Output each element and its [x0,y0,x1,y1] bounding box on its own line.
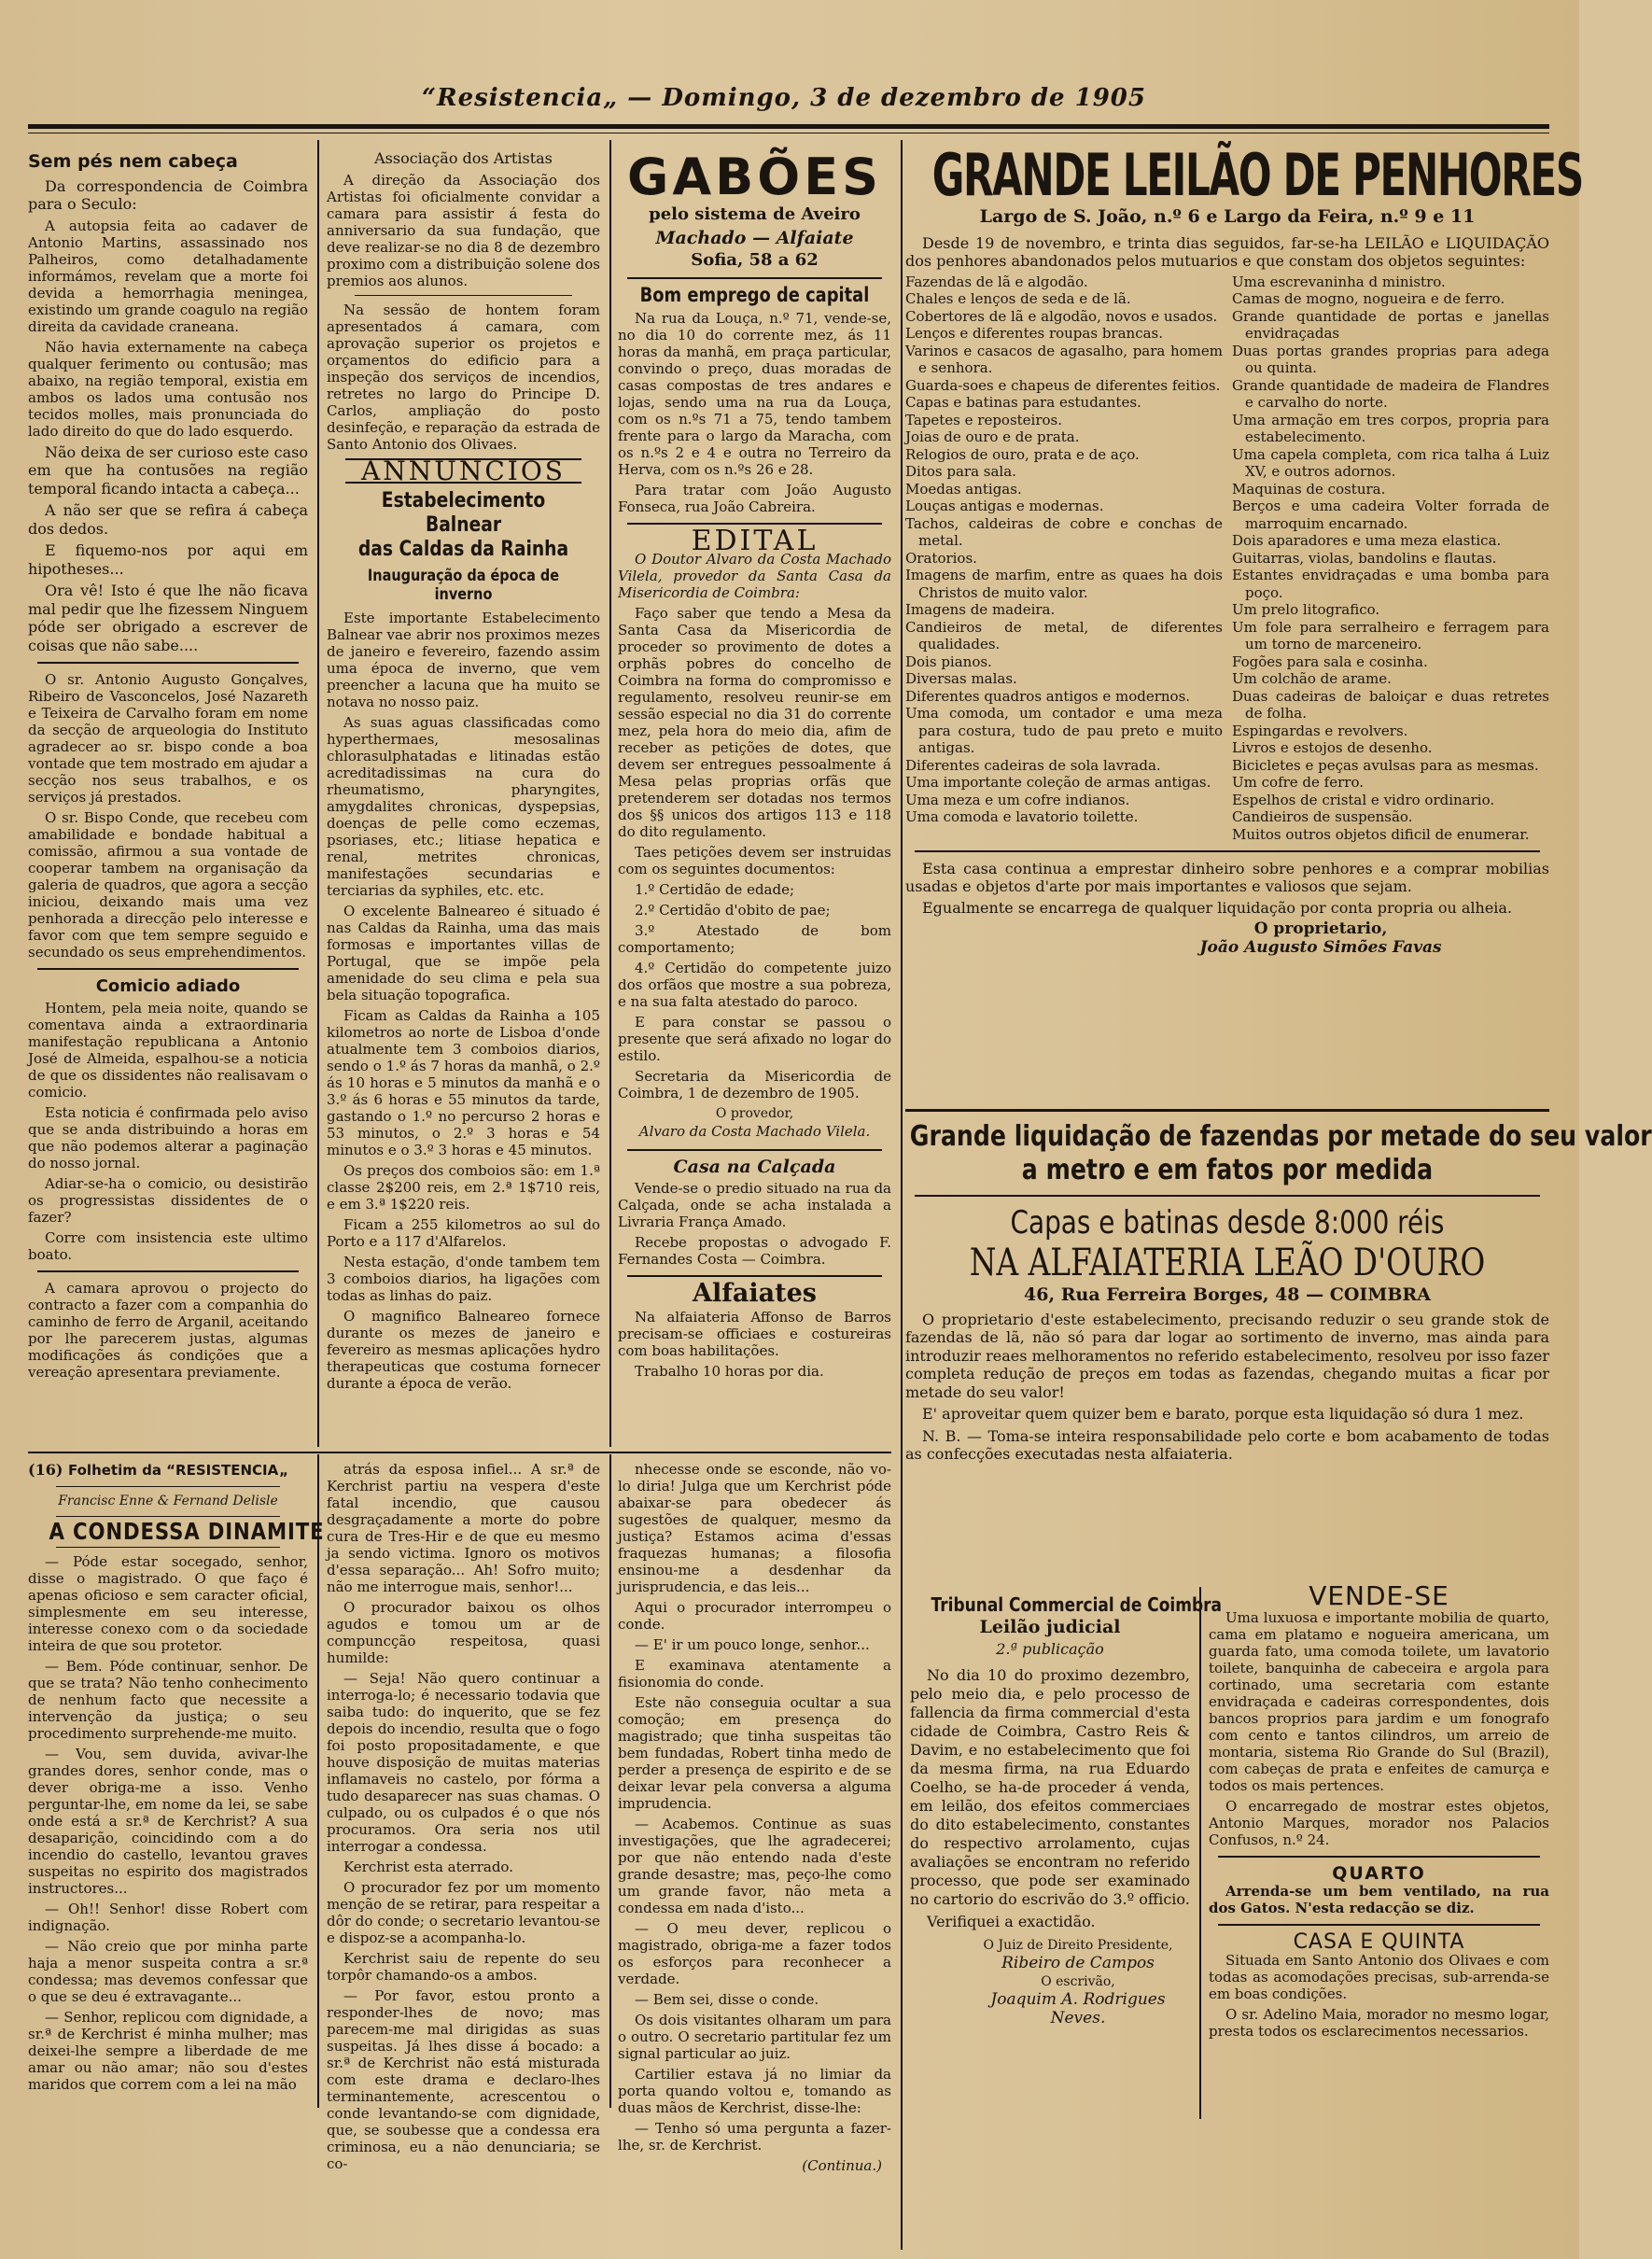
section-title: Tribunal Commercial de Coimbra [931,1593,1222,1616]
signature: Joaquim A. Rodrigues Neves. [990,1990,1166,2027]
list-item: Uma meza e um cofre indianos. [905,791,1130,808]
paragraph: Faço saber que tendo a Mesa da Santa Casa da Misericordia de proceder so provimento de dotes a orphãs pobres do concelho de Coimbra na forma do compromisso e regulamento, resolveu reunir-se em sessão especial no dia 31 do corrente mez, pela hora do meio dia, afim de receber as petições de dotes, que devem ser entregues pessoalmente á Mesa pelas proprias orfãs que pretenderem ser dotadas nos termos dos §§ unicos dos artigos 113 e 118 do dito regulamento. [618,604,891,840]
paragraph: Para tratar com João Augusto Fonseca, rua João Cabreira. [618,482,891,515]
paragraph: Kerchrist esta aterrado. [343,1859,513,1875]
list-item: Cobertores de lã e algodão, novos e usados. [905,307,1218,325]
list-item: Louças antigas e modernas. [905,498,1104,514]
folhetim-rule [28,1452,891,1453]
ad-line: Sofia, 58 a 62 [691,250,819,270]
divider [905,1109,1549,1112]
paragraph: — Seja! Não quero continuar a interroga-lo; é necessario todavia que saiba tudo: do inquerito, que se fez depois do incendio, resulta que o fogo foi posto propositadamente, e que houve disposição de muitas materias inflamaveis no castelo, por fórma a tudo desaparecer nas suas chamas. O culpado, ou os culpados é o que nós procuramos. Ora seria nos util interrogar a condessa. [327,1670,600,1855]
list-item: Capas e batinas para estudantes. [905,394,1141,411]
list-item: Relogios de ouro, prata e de aço. [905,445,1140,463]
divider [37,662,299,664]
folhetim-title: A CONDESSA DINAMITE [49,1518,325,1545]
column-divider [901,140,903,2250]
section-title: CASA E QUINTA [1293,1930,1465,1954]
paragraph: Não havia externamente na cabeça qualquer ferimento ou contusão; mas abaixo, na região temporal, existia em ambos os lados uma contusão nos tecidos molles, mais pronunciada do lado direito do que do lado esquerdo. [28,338,308,440]
list-item: Varinos e casacos de agasalho, para homem e senhora. [905,342,1223,376]
signature: O Juiz de Direito Presidente, [983,1937,1173,1953]
paragraph: Esta noticia é confirmada pelo aviso que se anda distribuindo a horas em que não podemos alterar a paginação do nosso jornal. [28,1103,308,1172]
list-item: Uma comoda, um contador e uma meza para costura, tudo de pau preto e muito antigas. [905,705,1223,756]
paragraph: nhecesse onde se esconde, não vo-lo diria! Julga que um Kerchrist póde abaixar-se para obedecer ás sugestões de qualquer, mesmo da justiça? Estamos acima d'essas fraquezas humanas; a filosofia ensinou-me a desdenhar da jurisprudencia, e das leis... [618,1461,891,1595]
paragraph: Recebe propostas o advogado F. Fernandes Costa — Coimbra. [618,1234,891,1268]
list-item: Oratorios. [905,549,977,567]
paragraph: O excelente Balneareo é situado é nas Caldas da Rainha, uma das mais formosas e importantes villas de Portugal, que se impõe pela amenidade do seu clima e pela sua bela situação topografica. [327,903,600,1003]
paragraph: Uma luxuosa e importante mobilia de quarto, cama em platamo e nogueira americana, um guarda fato, uma comoda toilete, um lavatorio toilete, banquinha de cabeceira e argola para cortinado, uma secretaria com estante envidraçada e cadeiras correspondentes, dois bancos proprios para jardim e um fonografo com cento e tantos cilindros, um arreio de montaria, sistema Rio Grande do Sul (Brazil), com cabeças de prata e enfeites de camurça e todos os mais pertences. [1209,1608,1549,1794]
divider [627,1149,882,1151]
list-item: Dois aparadores e uma meza elastica. [1232,532,1502,549]
paragraph: — Não creio que por minha parte haja a menor suspeita contra a sr.ª condessa; mas devemos confessar que o que se deu é extravagante... [28,1937,308,2005]
list-item: Livros e estojos de desenho. [1232,739,1433,756]
paragraph: — Acabemos. Continue as suas investigações, que lhe agradecerei; por que não entendo nada d'este grande desastre; mas, peço-lhe como um grande favor, não meta a condessa em nada d'isto... [618,1816,891,1916]
paragraph: Ficam as Caldas da Rainha a 105 kilometros ao norte de Lisboa d'onde atualmente tem 3 comboios diarios, sendo o 1.º ás 7 horas da manhã, o 2.º ás 10 horas e 5 minutos da manhã e o 3.º ás 6 horas e 55 minutos da tarde, gastando o 1.º no percurso 2 horas e 53 minutos, o 2.º 3 horas e 54 minutos e o 3.º 3 horas e 45 minutos. [327,1007,600,1158]
paragraph: O sr. Bispo Conde, que recebeu com amabilidade e bondade habitual a comissão, afirmou a sua vontade de cooperar tambem na organisação da galeria de quadros, que agora a secção iniciou, deixando mais uma vez penhorada a direcção pelo interesse e favor com que tem sempre seguido e secundado os seus emprehendimentos. [28,809,308,961]
list-item: Um fole para serralheiro e ferragem para um torno de marceneiro. [1232,618,1549,652]
paragraph: A não ser que se refira á cabeça dos dedos. [28,501,308,538]
column-divider [1199,1587,1201,2119]
paragraph: Secretaria da Misericordia de Coimbra, 1 de dezembro de 1905. [618,1067,891,1101]
paragraph: Kerchrist saiu de repente do seu torpôr chamando-os a ambos. [327,1950,600,1984]
section-title: Bom emprego de capital [639,283,870,306]
list-item: Duas portas grandes proprias para adega ou quinta. [1232,342,1549,376]
folhetim-text [28,1553,308,2093]
list-item: Imagens de marfim, entre as quaes ha dois Christos de muito valor. [905,567,1223,601]
signature: O escrivão, [1041,1973,1115,1989]
ad-headline: Capas e batinas desde 8:000 réis [1010,1204,1445,1242]
folhetim-text [618,1461,891,2154]
paragraph: 2.º Certidão d'obito de pae; [635,901,831,919]
folhetim-number: (16) [28,1461,63,1479]
paragraph: Esta casa continua a emprestar dinheiro sobre penhores e a comprar mobilias usadas e objetos d'arte por mais importantes e valiosos que sejam. [905,860,1549,895]
divider [56,1516,280,1517]
list-item: Uma capela completa, com rica talha á Luiz XV, e outros adornos. [1232,445,1549,480]
paragraph: Taes petições devem ser instruidas com os seguintes documentos: [618,843,891,877]
paragraph: E fiquemo-nos por aqui em hipotheses... [28,541,308,578]
list-item: Tachos, caldeiras de cobre e conchas de metal. [905,514,1223,549]
list-item: Diversas malas. [905,670,1017,687]
paragraph: Trabalho 10 horas por dia. [635,1362,824,1380]
folhetim-column-3 [618,1461,891,2174]
list-item: Ditos para sala. [905,463,1016,480]
paragraph: Nesta estação, d'onde tambem tem 3 comboios diarios, ha ligações com todas as linhas do paiz. [327,1254,600,1304]
paragraph: Ficam a 255 kilometros ao sul do Porto e a 117 d'Alfarelos. [327,1216,600,1250]
annuncios-heading: ANNUNCIOS [345,458,581,484]
column-2 [327,149,600,1438]
divider [627,277,882,279]
paragraph: N. B. — Toma-se inteira responsabilidade pelo corte e bom acabamento de todas as confecções executadas nesta alfaiateria. [905,1426,1549,1463]
list-item: Maquinas de costura. [1232,480,1386,498]
paragraph: — Póde estar socegado, senhor, disse o magistrado. O que faço é apenas oficioso e sem caracter oficial, simplesmente em seu interesse, interesse conexo com o da sociedade inteira de que sou protetor. [28,1552,308,1654]
section-title: Comicio adiado [95,976,241,996]
list-item: Diferentes quadros antigos e modernos. [905,687,1191,705]
list-item: Guitarras, violas, bandolins e flautas. [1232,549,1497,567]
paragraph: Situada em Santo Antonio dos Olivaes e com todas as acomodações precisas, sub-arrenda-se em boas condições. [1209,1951,1549,2002]
list-item: Grande quantidade de portas e janellas envidraçadas [1232,307,1549,342]
ad-headline: a metro e em fatos por medida [1021,1154,1434,1186]
paragraph: — Oh!! Senhor! disse Robert com indignação. [28,1900,308,1934]
list-item: Camas de mogno, nogueira e de ferro. [1232,290,1505,307]
column-divider [317,1454,319,2108]
objects-list-left [905,274,1223,844]
paragraph: O procurador fez por um momento menção de se retirar, para respeitar a dôr do conde; o secretario levantou-se e dispoz-se a acompanha-lo. [327,1879,600,1946]
paragraph: A direção da Associação dos Artistas foi oficialmente convidar a camara para assistir á festa do anniversario da sua fundação, que deve realizar-se no dia 8 de dezembro proximo com a distribuição solene dos premios aos alunos. [327,171,600,289]
paragraph: E examinava atentamente a fisionomia do conde. [618,1657,891,1691]
list-item: Espelhos de cristal e vidro ordinario. [1232,791,1495,808]
paragraph: — Senhor, replicou com dignidade, a sr.ª de Kerchrist é minha mulher; mas deixei-lhe sempre a liberdade de me amar ou não amar; não sou d'estes maridos que correm com a lei na mão [28,2008,308,2093]
divider [627,1275,882,1277]
page-header [28,75,1540,140]
divider [1218,1856,1540,1858]
paragraph: As suas aguas classificadas como hyperthermaes, mesosalinas chlorasulphatadas e litinadas estão acreditadissimas na cura do rheumatismo, pharyngites, amygdalites chronicas, dyspepsias, doenças de pelle como eczemas, psoriases, etc.; litiase hepatica e renal, metrites chronicas, manifestações secundarias e terciarias da syphiles, etc. etc. [327,714,600,899]
paragraph: O proprietario d'este estabelecimento, precisando reduzir o seu grande stok de fazendas de lã, não só para dar logar ao sortimento de inverno, mas ainda para introduzir reaes melhoramentos no referido estabelecimento, resolveu por isso fazer completa redução de preços em todas as fazendas, chegando muitas a ficar por metade do seu valor! [905,1310,1549,1401]
paragraph: Desde 19 de novembro, e trinta dias seguidos, far-se-ha LEILÃO e LIQUIDAÇÃO dos penhores abandonados pelos mutuarios e que constam dos objetos seguintes: [905,233,1549,270]
section-subtitle: 2.ª publicação [996,1640,1104,1658]
list-item: Guarda-soes e chapeus de diferentes feitios. [905,376,1221,394]
paragraph: 4.º Certidão do competente juizo dos orfãos que mostre a sua pobreza, e na sua falta atestado do paroco. [618,959,891,1010]
ad-address: 46, Rua Ferreira Borges, 48 — COIMBRA [1024,1284,1431,1305]
ad-line: Machado — Alfaiate [655,227,854,248]
signature: João Augusto Simões Favas [1199,937,1442,957]
list-item: Um colchão de arame. [1232,670,1392,687]
leilao-title: GRANDE LEILÃO DE PENHORES [931,141,1583,209]
gaboes-title: GABÕES [627,147,882,206]
folhetim-text [327,1461,600,2172]
list-item: Uma importante coleção de armas antigas. [905,774,1211,791]
paragraph: A camara aprovou o projecto do contracto a fazer com a companhia do caminho de ferro de Arganil, aceitando por lhe parecerem justas, algumas modificações ás condições que a vereação apresentara previamente. [28,1279,308,1381]
continua-note: (Continua.) [802,2157,882,2174]
objects-list-right [1232,274,1549,844]
list-item: Fazendas de lã e algodão. [905,273,1088,290]
divider [1218,1924,1540,1926]
ad-headline: NA ALFAIATERIA LEÃO D'OURO [969,1242,1486,1284]
paragraph: Verifiquei a exactidão. [927,1912,1096,1930]
signature: O provedor, [715,1105,794,1121]
paragraph: 1.º Certidão de edade; [635,880,795,898]
list-item: Joias de ouro e de prata. [905,428,1080,445]
paragraph: atrás da esposa infiel... A sr.ª de Kerchrist partiu na vespera d'este fatal incendio, que causou desgraçadamente a morte do pobre cura de Tres-Hir e de que eu mesmo ja sendo victima. Ignoro os motivos d'essa separação... Ah! Sofro muito; não me interrogue mais, senhor!... [327,1461,600,1595]
divider [56,1547,280,1548]
folhetim-authors: Francisc Enne & Fernand Delisle [58,1493,278,1508]
list-item: Espingardas e revolvers. [1232,722,1408,739]
list-item: Grande quantidade de madeira de Flandres e carvalho do norte. [1232,376,1549,411]
section-title: Associação dos Artistas [374,149,553,167]
list-item: Um prelo litografico. [1232,601,1380,618]
tribunal-notice [910,1593,1222,2119]
list-item: Dois pianos. [905,652,992,670]
paragraph: — E' ir um pouco longe, senhor... [635,1636,870,1653]
list-item: Fogões para sala e cosinha. [1232,652,1428,670]
paragraph: Na sessão de hontem foram apresentados á camara, com aprovação superior os projetos e orçamentos do edificio para a inspeção dos serviços de incendios, retretes no largo do Principe D. Carlos, ampliação do posto desinfeção, e reparação da estrada de Santo Antonio dos Olivaes. [327,301,600,453]
paragraph: Ora vê! Isto é que lhe não ficava mal pedir que lhe fizessem Ninguem póde ser obrigado a escrever de coisas que não sabe.... [28,582,308,654]
list-item: Candieiros de suspensão. [1232,808,1413,825]
paragraph: Na alfaiateria Affonso de Barros precisam-se officiaes e costureiras com boas habilitações. [618,1308,891,1359]
paragraph: Os dois visitantes olharam um para o outro. O secretario partitular fez um signal particular ao juiz. [618,2012,891,2062]
paragraph: 3.º Atestado de bom comportamento; [618,921,891,956]
list-item: Tapetes e reposteiros. [905,411,1063,428]
folhetim-heading: Folhetim da “RESISTENCIA„ [67,1462,288,1479]
paragraph: Corre com insistencia este ultimo boato. [28,1228,308,1263]
list-item: Uma armação em tres corpos, propria para estabelecimento. [1232,411,1549,445]
list-item: Chales e lenços de seda e de lã. [905,290,1131,307]
header-rule [28,124,1549,129]
list-item: Imagens de madeira. [905,601,1056,618]
paragraph: Aqui o procurador interrompeu o conde. [618,1599,891,1633]
list-item: Estantes envidraçadas e uma bomba para poço. [1232,567,1549,601]
list-item: Um cofre de ferro. [1232,774,1364,791]
section-title: VENDE-SE [1309,1580,1449,1611]
list-item: Diferentes cadeiras de sola lavrada. [905,756,1161,774]
paragraph: Não deixa de ser curioso este caso em que ha contusões na região temporal ficando intacta a cabeça... [28,442,308,498]
divider [915,850,1540,852]
paragraph: Egualmente se encarrega de qualquer liquidação por conta propria ou alheia. [922,899,1513,917]
paragraph: Adiar-se-ha o comicio, ou desistirão os progressistas dissidentes de o fazer? [28,1174,308,1226]
paragraph: O procurador baixou os olhos agudos e tomou um ar de compuncção respeitosa, quasi humilde: [327,1599,600,1666]
ad-line: pelo sistema de Aveiro [649,204,861,224]
paragraph: Os preços dos comboios são: em 1.ª classe 2$200 reis, em 2.ª 1$710 reis, e em 3.ª 1$220 reis. [327,1162,600,1213]
signature: Alvaro da Costa Machado Vilela. [638,1123,871,1140]
paragraph: O sr. Adelino Maia, morador no mesmo logar, presta todos os esclarecimentos necessarios. [1209,2005,1549,2040]
paragraph: A autopsia feita ao cadaver de Antonio Martins, assassinado nos Palheiros, como detalhadamente informámos, revelam que a morte foi devida a hemorrhagia meningea, existindo um grande coagulo na região direita da cavidade craneana. [28,217,308,335]
divider [355,295,572,296]
ad-title: das Caldas da Rainha [357,538,569,561]
column-1 [28,149,308,1438]
paragraph: E' aproveitar quem quizer bem e barato, porque esta liquidação só dura 1 mez. [922,1405,1524,1423]
objects-list [905,274,1549,844]
ad-subtitle: Inauguração da época de inverno [367,567,560,604]
ad-headline: Grande liquidação de fazendas por metade do seu valor [909,1120,1652,1153]
paragraph: — Vou, sem duvida, avivar-lhe grandes dores, senhor conde, mas o dever obriga-me a isso. Venho perguntar-lhe, em nome da lei, se sabe onde está a sr.ª de Kerchrist? A sua desaparição, coincidindo com a do incendio do castello, levantou graves suspeitas no espirito dos magistrados instructores... [28,1745,308,1897]
column-divider [317,140,319,1447]
paragraph: Hontem, pela meia noite, quando se comentava ainda a extraordinaria manifestação republicana a Antonio José de Almeida, espalhou-se a noticia de que os dissidentes não realisavam o comicio. [28,999,308,1101]
list-item: Duas cadeiras de baloiçar e duas retretes de folha. [1232,687,1549,722]
divider [915,1195,1540,1197]
list-item: Moedas antigas. [905,480,1022,498]
list-item: Lenços e diferentes roupas brancas. [905,325,1164,342]
folhetim-column-2 [327,1461,600,2172]
paragraph: O sr. Antonio Augusto Gonçalves, Ribeiro de Vasconcelos, José Nazareth e Teixeira de Carvalho foram em nome da secção de arqueologia do Instituto agradecer ao sr. bispo conde a boa vontade que tem mostrado em ajudar a secção nos seus trabalhos, e os serviços já prestados. [28,671,308,806]
section-title: QUARTO [1332,1862,1426,1884]
list-item: Uma comoda e lavatorio toilette. [905,808,1139,825]
list-item: Candieiros de metal, de diferentes qualidades. [905,618,1223,652]
ad-title: Estabelecimento Balnear [381,489,546,537]
alfaiateria-ad [905,1120,1652,1568]
paragraph: — O meu dever, replicou o magistrado, obriga-me a fazer todos os esforços para reconhecer a verdade. [618,1920,891,1987]
paragraph: No dia 10 do proximo dezembro, pelo meio dia, e pelo processo de fallencia da firma commercial d'esta cidade de Coimbra, Castro Reis & Davim, e no estabelecimento que foi da mesma firma, na rua Eduardo Coelho, se ha-de proceder á venda, em leilão, dos efeitos commerciaes do dito estabelecimento, constantes do respectivo arrolamento, cujas avaliações se encontram no referido processo, que pode ser examinado no cartorio do escrivão do 3.º officio. [910,1665,1190,1908]
header-title: “Resistencia„ — Domingo, 3 de dezembro de 1905 [422,84,1146,112]
paragraph: Cartilier estava já no limiar da porta quando voltou e, tomando as duas mãos de Kerchrist, disse-lhe: [618,2066,891,2116]
paragraph: Este não conseguia ocultar a sua comoção; em presença do magistrado; que tinha suspeitas tão bem fundadas, Robert tinha medo de perder a presença de espirito e de se deixar levar pela conversa a alguma imprudencia. [618,1694,891,1812]
column-3 [618,149,891,1438]
column-4-leilao [905,141,1583,1106]
paragraph: Vende-se o predio situado na rua da Calçada, onde se acha instalada a Livraria França Amado. [618,1180,891,1230]
list-item: Bicicletes e peças avulsas para as mesmas. [1232,756,1539,774]
paragraph: — Bem sei, disse o conde. [635,1991,819,2008]
paragraph: Arrenda-se um bem ventilado, na rua dos Gatos. N'esta redacção se diz. [1209,1883,1549,1916]
divider [56,1486,280,1487]
leilao-address: Largo de S. João, n.º 6 e Largo da Feira, n.º 9 e 11 [979,206,1476,227]
column-divider [609,1454,611,2108]
divider [37,1270,299,1272]
signature: Ribeiro de Campos [1001,1954,1155,1972]
paragraph: E para constar se passou o presente que será afixado no logar do estilo. [618,1013,891,1064]
column-divider [609,140,611,1447]
vende-se-notices [1209,1580,1549,2110]
list-item: Uma escrevaninha d ministro. [1232,273,1446,290]
list-item: Muitos outros objetos dificil de enumerar. [1232,825,1530,843]
paragraph: Este importante Estabelecimento Balnear vae abrir nos proximos mezes de janeiro e fevereiro, fazendo assim uma época de inverno, que vem preencher a lacuna que ha muito se notava no nosso paiz. [327,610,600,710]
section-subtitle: Leilão judicial [979,1616,1121,1637]
section-title: Sem pés nem cabeça [28,151,238,172]
divider [37,968,299,970]
paragraph: Na rua da Louça, n.º 71, vende-se, no dia 10 do corrente mez, ás 11 horas da manhã, em praça particular, convindo o preço, duas moradas de casas compostas de tres andares e lojas, sendo uma na rua da Louça, com os n.ºs 71 a 75, tendo tambem frente para o largo da Maracha, com os n.ºs 2 e 4 e outra no Terreiro da Herva, com os n.ºs 26 e 28. [618,310,891,478]
section-title: Alfaiates [693,1279,817,1308]
paragraph: O Doutor Alvaro da Costa Machado Vilela, provedor da Santa Casa da Misericordia de Coimbra: [618,550,891,601]
paragraph: — Bem. Póde continuar, senhor. De que se trata? Não tenho conhecimento de nenhum facto que necessite a intervenção da justiça; o seu procedimento surprehende-me muito. [28,1657,308,1742]
paragraph: Da correspondencia de Coimbra para o Seculo: [28,176,308,213]
paragraph: — Tenho só uma pergunta a fazer-lhe, sr. de Kerchrist. [618,2120,891,2154]
paragraph: O magnifico Balneareo fornece durante os mezes de janeiro e fevereiro as mesmas aplicações hydro therapeuticas que costuma fornecer durante a época de verão. [327,1308,600,1392]
folhetim-column-1 [28,1461,325,2114]
paragraph: O encarregado de mostrar estes objetos, Antonio Marques, morador nos Palacios Confusos, n.º 24. [1209,1797,1549,1848]
signature: O proprietario, [1253,919,1388,938]
section-title: Casa na Calçada [673,1156,836,1177]
edital-heading: EDITAL [691,525,819,557]
folhetim-header [28,1461,308,1480]
list-item: Berços e uma cadeira Volter forrada de marroquim encarnado. [1232,498,1549,532]
paragraph: — Por favor, estou pronto a responder-lhes de novo; mas parecem-me mal dirigidas as suas suspeitas. Já lhes disse á bocado: a sr.ª de Kerchrist não está misturada com este drama e declaro-lhes terminantemente, acrescentou o conde levantando-se com dignidade, que, se soubesse que a condessa era criminosa, eu a não denunciaria; se co- [327,1987,600,2172]
